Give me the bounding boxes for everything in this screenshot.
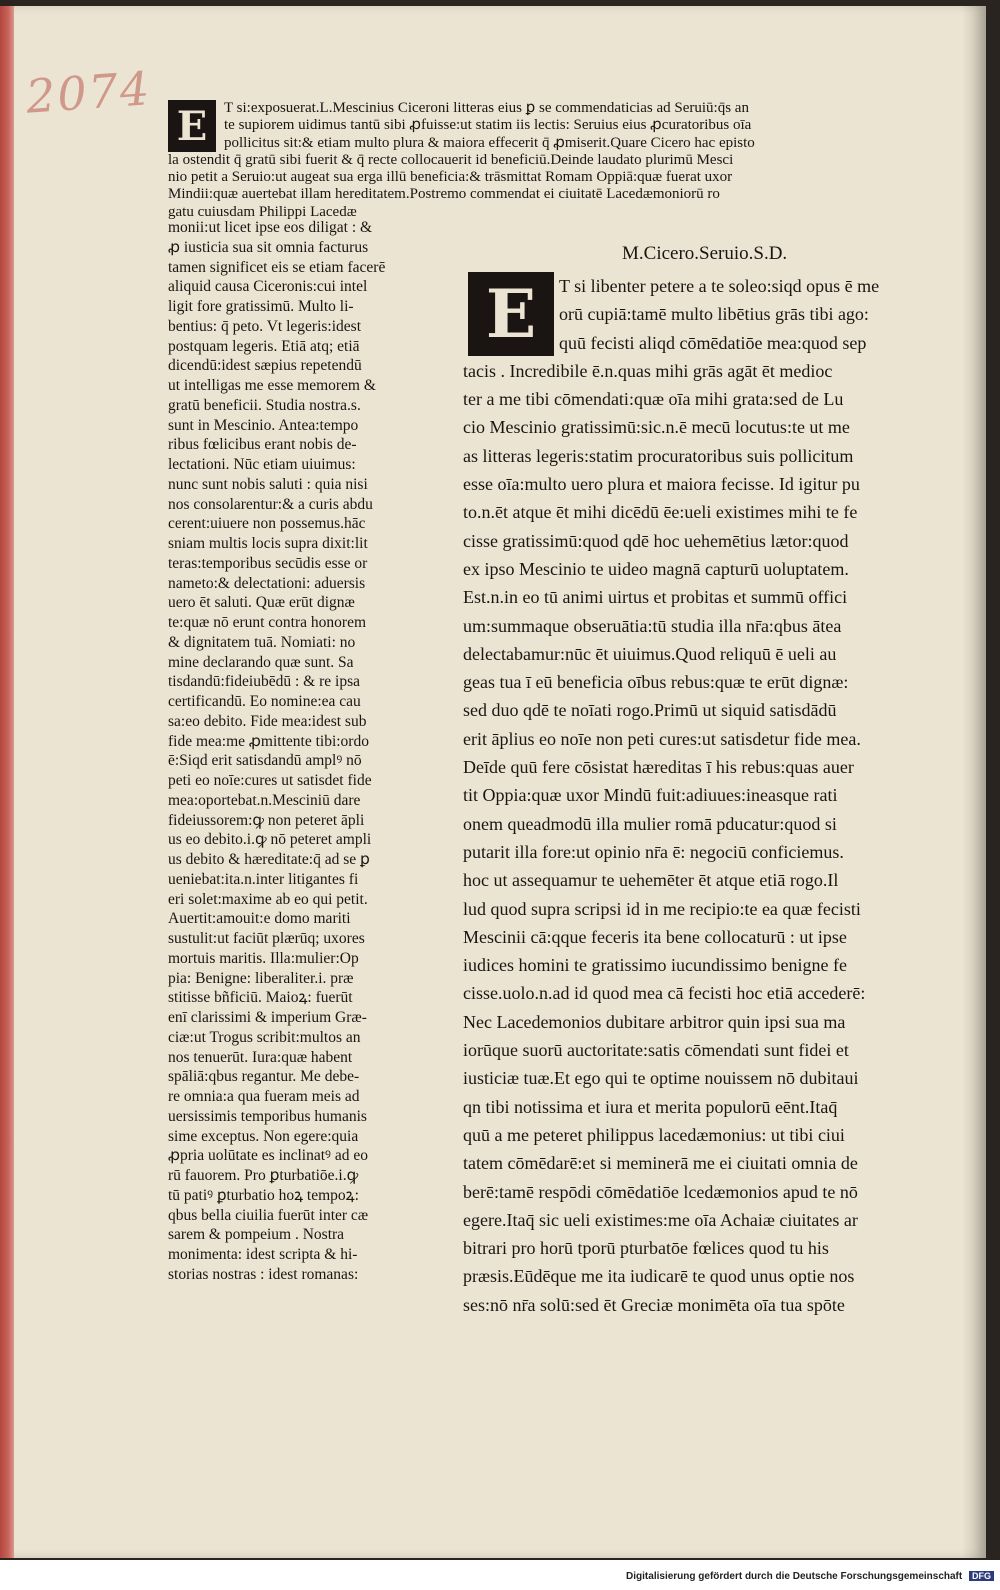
text-line: sniam multis locis supra dixit:lit [168, 535, 368, 552]
text-line: te:quæ nō erunt contra honorem [168, 614, 367, 631]
text-line: sustulit:ut faciūt plærūq; uxores [168, 930, 365, 947]
text-line: quū fecisti aliqd cōmēdatiōe mea:quod sep [559, 332, 867, 353]
text-line: la ostendit q̄ gratū sibi fuerit & q̄ recte collocauerit id beneficiū.Deinde laudato plurimū Mesci [168, 151, 734, 168]
text-line: ciæ:ut Trogus scribit:multos an [168, 1028, 361, 1046]
text-line: te supiorem uidimus tantū sibi ꝓfuisse:ut statim iis lectis: Seruius eius ꝓcuratoribus oīa [224, 117, 752, 134]
text-line: to.n.ēt atque ēt mihi dicēdū ēe:ueli existimes mihi te fe [463, 502, 858, 523]
text-line: ꝓpria uolūtate es inclinatꝰ ad eo [168, 1147, 368, 1165]
text-line: us debito & hæreditate:q̄ ad se ꝑ [168, 851, 370, 868]
text-line: sime exceptus. Non egere:quia [168, 1127, 359, 1145]
text-line: gratū beneficii. Studia nostra.s. [168, 396, 361, 414]
text-line: qbus bella ciuilia fuerūt inter cæ [168, 1206, 369, 1224]
intro-initial-letter: E [168, 100, 216, 152]
text-line: ribus fœlicibus erant nobis de- [168, 436, 357, 454]
text-line: ꝓ iusticia sua sit omnia facturus [168, 238, 369, 256]
text-line: fide mea:me ꝓmittente tibi:ordo [168, 732, 369, 750]
footer-text: Digitalisierung gefördert durch die Deutsche Forschungsgemeinschaft [626, 1571, 963, 1582]
handwritten-folio-number: 2074 [24, 61, 153, 124]
letter-heading: M.Cicero.Seruio.S.D. [622, 243, 788, 264]
text-line: us eo debito.i.ꝙ nō peteret ampli [168, 831, 372, 849]
commentary-column [168, 218, 448, 1285]
text-line: cisse gratissimū:quod qdē hoc uehemētius lætor:quod [463, 530, 849, 551]
text-line: iudices homini te gratissimo iucundissimo benigne fe [463, 955, 847, 976]
text-line: iusticiæ tuæ.Et ego qui te optime nouissem nō dubitaui [463, 1068, 859, 1089]
text-line: putarit illa fore:ut opinio nr̄a ē: negociū conficiemus. [463, 841, 844, 862]
text-line: T si:exposuerat.L.Mescinius Ciceroni litteras eius ꝑ se commendaticias ad Seruiū:q̄s an [224, 100, 749, 116]
text-line: orū cupiā:tamē multo libētius grās tibi ago: [559, 304, 869, 325]
text-line: dicendū:idest sæpius repetendū [168, 357, 362, 375]
text-line: teras:temporibus secūdis esse or [168, 554, 368, 572]
text-line: Mindii:quæ auertebat illam hereditatem.Postremo commendat ei ciuitatē Lacedæmoniorū ro [168, 186, 720, 203]
text-line: præsis.Eūdēque me ita iudicarē te quod unus optie nos [463, 1266, 855, 1287]
text-line: tatem cōmēdarē:et si meminerā me ei ciuitati omnia de [463, 1153, 858, 1174]
text-line: pollicitus sit:& etiam multo plura & maiora effecerit q̄ ꝓmiserit.Quare Cicero hac episto [224, 134, 755, 151]
gutter-shadow [962, 6, 986, 1558]
footer-credit [626, 1571, 994, 1582]
text-line: fideiussorem:ꝙ non peteret āpli [168, 811, 365, 829]
text-line: ex ipso Mescinio te uideo magnā capturū uoluptatem. [463, 558, 849, 579]
text-line: lectationi. Nūc etiam uiuimus: [168, 456, 356, 473]
text-line: ē:Siqd erit satisdandū amplꝰ nō [168, 752, 362, 770]
text-line: tacis . Incredibile ē.n.quas mihi grās agāt ēt medioc [463, 360, 833, 381]
text-line: cio Mescinio gratissimū:sic.n.ē mecū locutus:te ut me [463, 417, 850, 438]
text-line: certificandū. Eo nomine:ea cau [168, 693, 361, 710]
text-line: tamen significet eis se etiam facerē [168, 258, 386, 276]
text-line: mea:oportebat.n.Mesciniū dare [168, 791, 361, 809]
text-line: bentius: q̄ peto. Vt legeris:idest [168, 317, 362, 335]
text-line: T si libenter petere a te soleo:siqd opus ē me [559, 276, 880, 296]
text-line: hoc ut assequamur te uehemēter ēt atque etiā rogo.Il [463, 870, 839, 891]
text-line: berē:tamē respōdi cōmēdatiōe lcedæmonios apud te nō [463, 1181, 858, 1202]
text-line: um:summaque obseruātia:tū studia illa nr̄a:qbus ātea [463, 615, 842, 636]
text-line: cerent:uiuere non possemus.hāc [168, 515, 366, 533]
text-line: nos tenuerūt. Iura:quæ habent [168, 1048, 353, 1066]
text-line: as litteras legeris:statim procuratoribus suis pollicitum [463, 445, 854, 466]
text-line: Mescinii cā:qque feceris ita bene collocaturū : ut ipse [463, 926, 847, 947]
text-line: quū a me peteret philippus lacedæmonius: ut tibi ciui [463, 1124, 845, 1145]
text-line: pia: Benigne: liberaliter.i. præ [168, 969, 354, 987]
text-line: sa:eo debito. Fide mea:idest sub [168, 712, 367, 730]
letter-initial-letter: E [468, 272, 554, 356]
text-line: monii:ut licet ipse eos diligat : & [168, 219, 373, 236]
text-line: sarem & pompeium . Nostra [168, 1226, 345, 1244]
text-line: ut intelligas me esse memorem & [168, 377, 376, 394]
text-line: & dignitatem tuā. Nomiati: no [168, 633, 356, 651]
text-line: peti eo noīe:cures ut satisdet fide [168, 772, 372, 789]
text-line: delectabamur:nūc ēt uiuimus.Quod reliquū ē ueli au [463, 643, 837, 664]
text-line: ueniebat:ita.n.inter litigantes fi [168, 870, 359, 888]
text-line: tisdandū:fideiubēdū : & re ipsa [168, 673, 360, 691]
text-line: mortuis maritis. Illa:mulier:Op [168, 949, 359, 967]
text-line: bitrari pro horū tporū pturbatōe fœlices quod tu his [463, 1238, 829, 1259]
text-line: sunt in Mescinio. Antea:tempo [168, 416, 359, 434]
dfg-logo: DFG [969, 1571, 994, 1581]
text-line: ter a me tibi cōmendati:quæ oīa mihi grata:sed de Lu [463, 389, 844, 410]
text-line: postquam legeris. Etiā atq; etiā [168, 337, 360, 355]
text-line: ligit fore gratissimū. Multo li- [168, 298, 354, 315]
text-line: re omnia:a qua fueram meis ad [168, 1088, 360, 1105]
text-line: eri solet:maxime ab eo qui petit. [168, 890, 368, 908]
text-line: mine declarando quæ sunt. Sa [168, 653, 354, 671]
text-line: Est.n.in eo tū animi uirtus et probitas et summū offici [463, 587, 848, 608]
text-line: cisse.uolo.n.ad id quod mea cā fecisti hoc etiā accederē: [463, 983, 866, 1004]
text-line: iorūque suorū auctoritate:satis cōmendati sunt fidei et [463, 1040, 849, 1061]
text-line: Deīde quū fere cōsistat hæreditas ī his rebus:quas auer [463, 757, 854, 778]
text-line: onem queadmodū illa mulier romā pducatur:quod si [463, 813, 837, 834]
text-line: monimenta: idest scripta & hi- [168, 1246, 358, 1263]
intro-summary [168, 100, 936, 221]
text-line: spāliā:qbus regantur. Me debe- [168, 1068, 360, 1086]
text-line: nos consolarentur:& a curis abdu [168, 495, 373, 513]
text-line: stitisse bñficiū. Maioꝝ: fuerūt [168, 989, 353, 1007]
text-line: tū patiꝰ ꝑturbatio hoꝝ tempoꝝ: [168, 1186, 359, 1204]
text-line: rū fauorem. Pro ꝑturbatiōe.i.ꝙ [168, 1167, 359, 1184]
text-line: storias nostras : idest romanas: [168, 1265, 359, 1283]
text-line: uero ēt saluti. Quæ erūt dignæ [168, 594, 355, 612]
text-line: lud quod supra scripsi id in me recipio:te ea quæ fecisti [463, 898, 861, 919]
text-line: egere.Itaq̄ sic ueli existimes:me oīa Achaiæ ciuitates ar [463, 1209, 858, 1230]
text-line: uersissimis temporibus humanis [168, 1107, 367, 1125]
text-line: nameto:& delectationi: aduersis [168, 574, 366, 592]
text-line: enī clarissimi & imperium Græ- [168, 1009, 367, 1026]
text-line: sed duo qdē te noīati rogo.Primū ut siquid satisdādū [463, 700, 837, 721]
text-line: nio petit a Seruio:ut augeat sua erga illū beneficia:& trāsmittat Romam Oppiā:quæ fuerat uxor [168, 169, 733, 186]
text-line: aliquid causa Ciceronis:cui intel [168, 278, 368, 296]
text-line: Auertit:amouit:e domo mariti [168, 910, 351, 928]
text-line: ses:nō nr̄a solū:sed ēt Greciæ monimēta oīa tua spōte [463, 1294, 845, 1315]
text-line: Nec Lacedemonios dubitare arbitror quin ipsi sua ma [463, 1011, 846, 1032]
text-line: geas tua ī eū beneficia oībus rebus:quæ te erūt dignæ: [463, 672, 849, 693]
red-page-edge [0, 6, 14, 1558]
text-line: gatu cuiusdam Philippi Lacedæ [168, 203, 357, 220]
text-line: qn tibi notissima et iura et merita populorū eēnt.Itaq̄ [463, 1096, 838, 1117]
text-line: esse oīa:multo uero plura et maiora fecisse. Id igitur pu [463, 474, 860, 495]
text-line: tit Oppia:quæ uxor Mindū fuit:adiuues:ineasque rati [463, 785, 838, 806]
text-line: erit āplius eo noīe non peti cures:ut satisdetur fide mea. [463, 728, 861, 749]
text-line: nunc sunt nobis saluti : quia nisi [168, 475, 368, 493]
letter-text [463, 272, 933, 1319]
